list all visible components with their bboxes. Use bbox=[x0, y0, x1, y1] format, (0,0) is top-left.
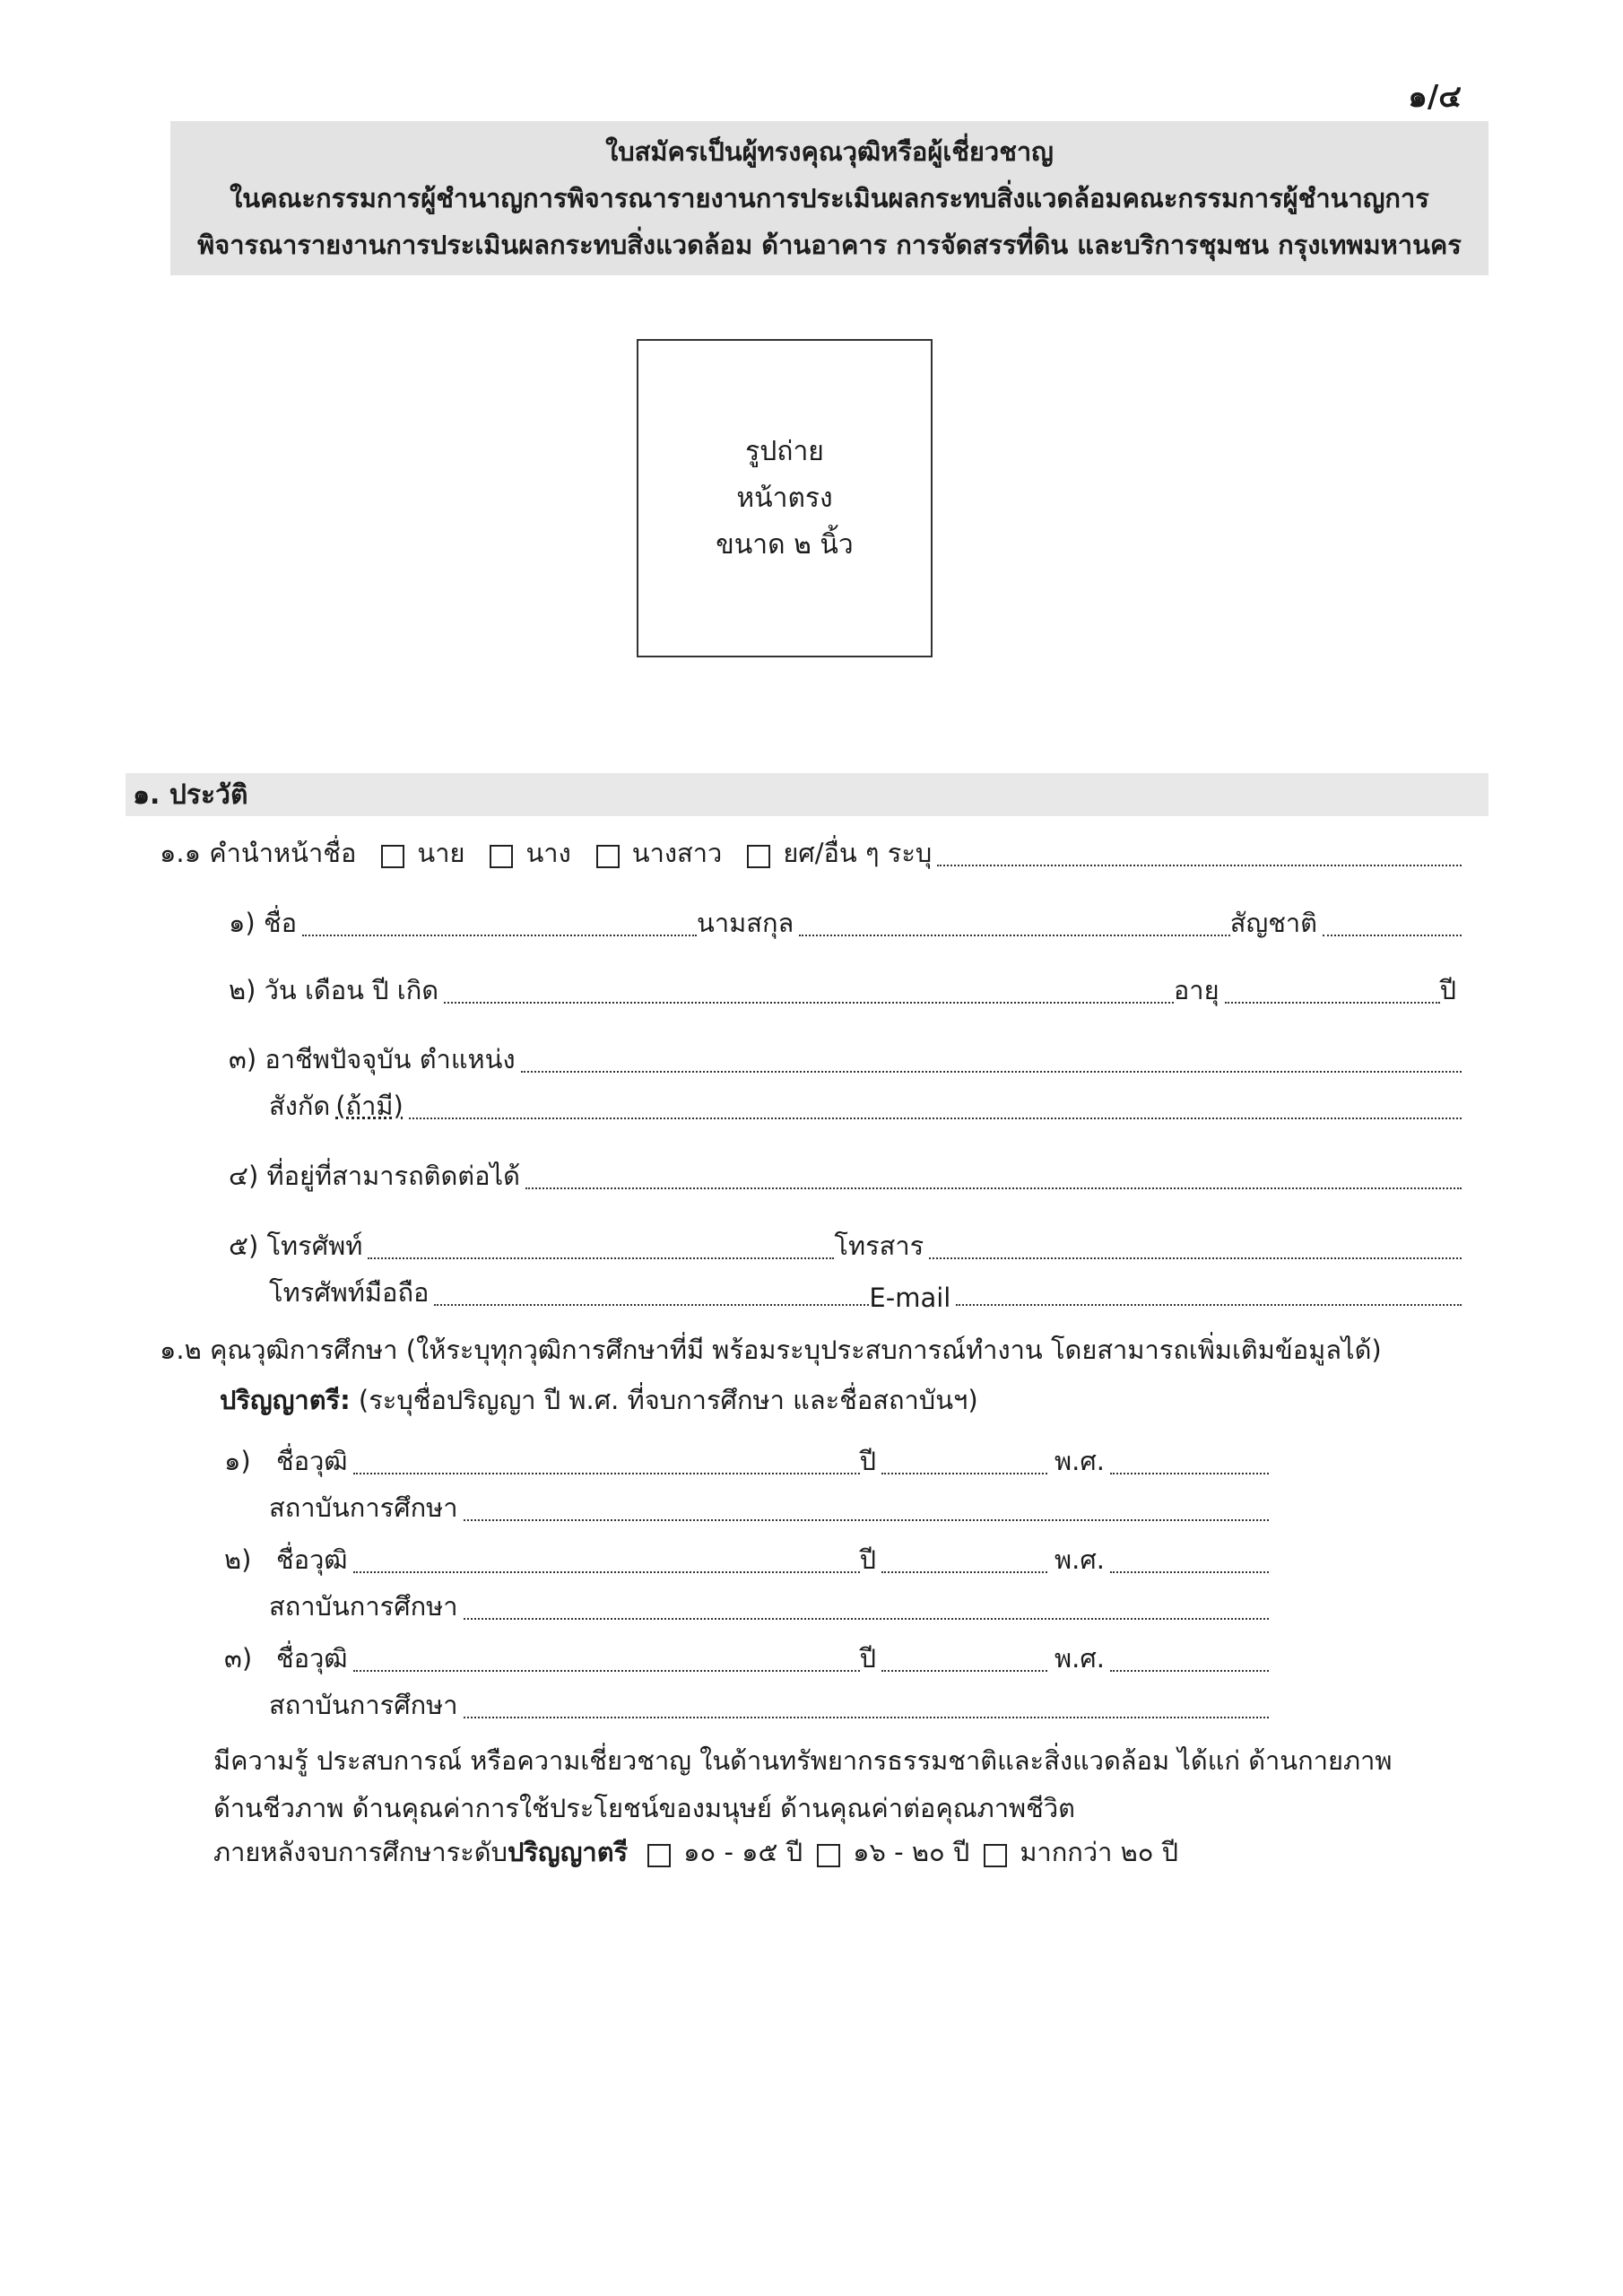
prefix-mr-checkbox[interactable] bbox=[381, 845, 404, 868]
mobile-field[interactable] bbox=[434, 1304, 869, 1306]
edu-3-row bbox=[224, 1639, 1269, 1679]
form-title-line3: พิจารณารายงานการประเมินผลกระทบสิ่งแวดล้อม ด้านอาคาร การจัดสรรที่ดิน และบริการชุมชน กรุงเทพมหานคร bbox=[197, 230, 1462, 260]
edu-2-num: ๒) bbox=[224, 1544, 252, 1575]
edu-1-inst-field[interactable] bbox=[464, 1519, 1269, 1521]
affiliation-if-any: (ถ้ามี) bbox=[335, 1091, 404, 1121]
surname-field[interactable] bbox=[799, 935, 1229, 936]
phone-label: ๕) โทรศัพท์ bbox=[229, 1231, 363, 1261]
exp-10-15-checkbox[interactable] bbox=[647, 1844, 671, 1867]
exp-16-20-checkbox[interactable] bbox=[817, 1844, 840, 1867]
edu-3-inst-field[interactable] bbox=[464, 1717, 1269, 1718]
edu-3-year-field[interactable] bbox=[881, 1670, 1047, 1672]
address-row bbox=[229, 1157, 1462, 1196]
edu-2-inst-row bbox=[269, 1587, 1269, 1627]
age-field[interactable] bbox=[1225, 1002, 1440, 1004]
page-number: ๑/๔ bbox=[1408, 79, 1462, 115]
form-title bbox=[170, 121, 1488, 275]
age-unit: ปี bbox=[1439, 975, 1456, 1005]
fax-field[interactable] bbox=[929, 1257, 1462, 1259]
edu-3-year-label: ปี bbox=[859, 1643, 877, 1674]
photo-label-2: หน้าตรง bbox=[736, 482, 833, 514]
form-title-line2: ในคณะกรรมการผู้ชำนาญการพิจารณารายงานการประเมินผลกระทบสิ่งแวดล้อมคณะกรรมการผู้ชำนาญการ bbox=[230, 183, 1429, 213]
prefix-mr-label: นาย bbox=[417, 838, 465, 868]
edu-2-qual-field[interactable] bbox=[353, 1571, 860, 1573]
section-title-history: ๑. ประวัติ bbox=[126, 773, 1488, 816]
prefix-other-label: ยศ/อื่น ๆ ระบุ bbox=[783, 838, 933, 868]
edu-2-inst-field[interactable] bbox=[464, 1618, 1269, 1620]
prefix-mrs-label: นาง bbox=[525, 838, 571, 868]
degree-heading bbox=[220, 1379, 978, 1421]
age-label: อายุ bbox=[1173, 975, 1219, 1005]
email-field[interactable] bbox=[956, 1304, 1462, 1306]
birth-label: ๒) วัน เดือน ปี เกิด bbox=[229, 975, 439, 1005]
edu-2-row bbox=[224, 1541, 1269, 1580]
edu-1-qual-field[interactable] bbox=[353, 1473, 860, 1474]
prefix-mrs-checkbox[interactable] bbox=[490, 845, 513, 868]
exp-over-20-checkbox[interactable] bbox=[984, 1844, 1007, 1867]
degree-note: (ระบุชื่อปริญญา ปี พ.ศ. ที่จบการศึกษา และชื่อสถาบันฯ) bbox=[350, 1385, 978, 1415]
prefix-other-checkbox[interactable] bbox=[747, 845, 770, 868]
address-label: ๔) ที่อยู่ที่สามารถติดต่อได้ bbox=[229, 1161, 520, 1191]
email-label: E-mail bbox=[869, 1283, 951, 1313]
form-title-line1: ใบสมัครเป็นผู้ทรงคุณวุฒิหรือผู้เชี่ยวชาญ bbox=[605, 136, 1054, 167]
experience-degree-bold: ปริญญาตรี bbox=[508, 1837, 629, 1867]
photo-label-1: รูปถ่าย bbox=[745, 435, 824, 467]
edu-2-year-field[interactable] bbox=[881, 1571, 1047, 1573]
edu-2-year-label: ปี bbox=[859, 1544, 877, 1575]
name-field[interactable] bbox=[302, 935, 697, 936]
name-row bbox=[229, 904, 1462, 944]
edu-3-inst-label: สถาบันการศึกษา bbox=[269, 1690, 458, 1720]
edu-1-inst-label: สถาบันการศึกษา bbox=[269, 1492, 458, 1523]
edu-3-num: ๓) bbox=[224, 1643, 253, 1674]
birth-row bbox=[229, 971, 1462, 1011]
experience-years-row bbox=[213, 1833, 1184, 1873]
edu-1-inst-row bbox=[269, 1489, 1269, 1528]
edu-1-be-label: พ.ศ. bbox=[1055, 1446, 1105, 1476]
edu-1-be-field[interactable] bbox=[1110, 1473, 1269, 1474]
photo-box[interactable] bbox=[637, 339, 933, 657]
affiliation-label: สังกัด bbox=[269, 1091, 331, 1121]
edu-3-be-label: พ.ศ. bbox=[1055, 1643, 1105, 1674]
affiliation-field[interactable] bbox=[409, 1118, 1462, 1119]
occupation-row bbox=[229, 1040, 1462, 1080]
occupation-label: ๓) อาชีพปัจจุบัน ตำแหน่ง bbox=[229, 1044, 516, 1074]
edu-2-qual-label: ชื่อวุฒิ bbox=[276, 1544, 348, 1575]
fax-label: โทรสาร bbox=[834, 1231, 924, 1261]
prefix-miss-label: นางสาว bbox=[631, 838, 723, 868]
edu-2-be-field[interactable] bbox=[1110, 1571, 1269, 1573]
nationality-label: สัญชาติ bbox=[1229, 908, 1317, 938]
birth-field[interactable] bbox=[444, 1002, 1174, 1004]
experience-prefix: ภายหลังจบการศึกษาระดับ bbox=[213, 1837, 508, 1867]
experience-line2: ด้านชีวภาพ ด้านคุณค่าการใช้ประโยชน์ของมนุษย์ ด้านคุณค่าต่อคุณภาพชีวิต bbox=[213, 1793, 1075, 1823]
prefix-row bbox=[160, 834, 1462, 874]
edu-1-year-label: ปี bbox=[859, 1446, 877, 1476]
exp-10-15-label: ๑๐ - ๑๕ ปี bbox=[683, 1837, 803, 1867]
exp-over-20-label: มากกว่า ๒๐ ปี bbox=[1020, 1837, 1179, 1867]
affiliation-row bbox=[269, 1087, 1462, 1126]
edu-3-qual-field[interactable] bbox=[353, 1670, 860, 1672]
edu-2-be-label: พ.ศ. bbox=[1055, 1544, 1105, 1575]
edu-1-num: ๑) bbox=[224, 1446, 251, 1476]
prefix-label: ๑.๑ คำนำหน้าชื่อ bbox=[160, 838, 357, 868]
prefix-other-field[interactable] bbox=[937, 865, 1462, 866]
occupation-field[interactable] bbox=[521, 1071, 1462, 1073]
edu-3-inst-row bbox=[269, 1686, 1269, 1726]
mobile-row bbox=[269, 1274, 1462, 1313]
address-field[interactable] bbox=[525, 1187, 1462, 1189]
education-heading: ๑.๒ คุณวุฒิการศึกษา (ให้ระบุทุกวุฒิการศึกษาที่มี พร้อมระบุประสบการณ์ทำงาน โดยสามารถเพิ่มเติมข้อมูลได้) bbox=[160, 1335, 1382, 1365]
experience-line1: มีความรู้ ประสบการณ์ หรือความเชี่ยวชาญ ในด้านทรัพยากรธรรมชาติและสิ่งแวดล้อม ได้แก่ ด้านกายภาพ bbox=[213, 1745, 1393, 1776]
degree-bold: ปริญญาตรี: bbox=[220, 1385, 351, 1415]
mobile-label: โทรศัพท์มือถือ bbox=[269, 1277, 430, 1308]
edu-1-qual-label: ชื่อวุฒิ bbox=[276, 1446, 348, 1476]
phone-row bbox=[229, 1227, 1462, 1266]
surname-label: นามสกุล bbox=[697, 908, 794, 938]
phone-field[interactable] bbox=[368, 1257, 834, 1259]
photo-label-3: ขนาด ๒ นิ้ว bbox=[716, 528, 854, 561]
edu-3-qual-label: ชื่อวุฒิ bbox=[276, 1643, 348, 1674]
edu-2-inst-label: สถาบันการศึกษา bbox=[269, 1591, 458, 1622]
exp-16-20-label: ๑๖ - ๒๐ ปี bbox=[853, 1837, 970, 1867]
edu-1-year-field[interactable] bbox=[881, 1473, 1047, 1474]
name-label: ๑) ชื่อ bbox=[229, 908, 298, 938]
edu-1-row bbox=[224, 1442, 1269, 1482]
prefix-miss-checkbox[interactable] bbox=[596, 845, 620, 868]
nationality-field[interactable] bbox=[1323, 935, 1462, 936]
edu-3-be-field[interactable] bbox=[1110, 1670, 1269, 1672]
